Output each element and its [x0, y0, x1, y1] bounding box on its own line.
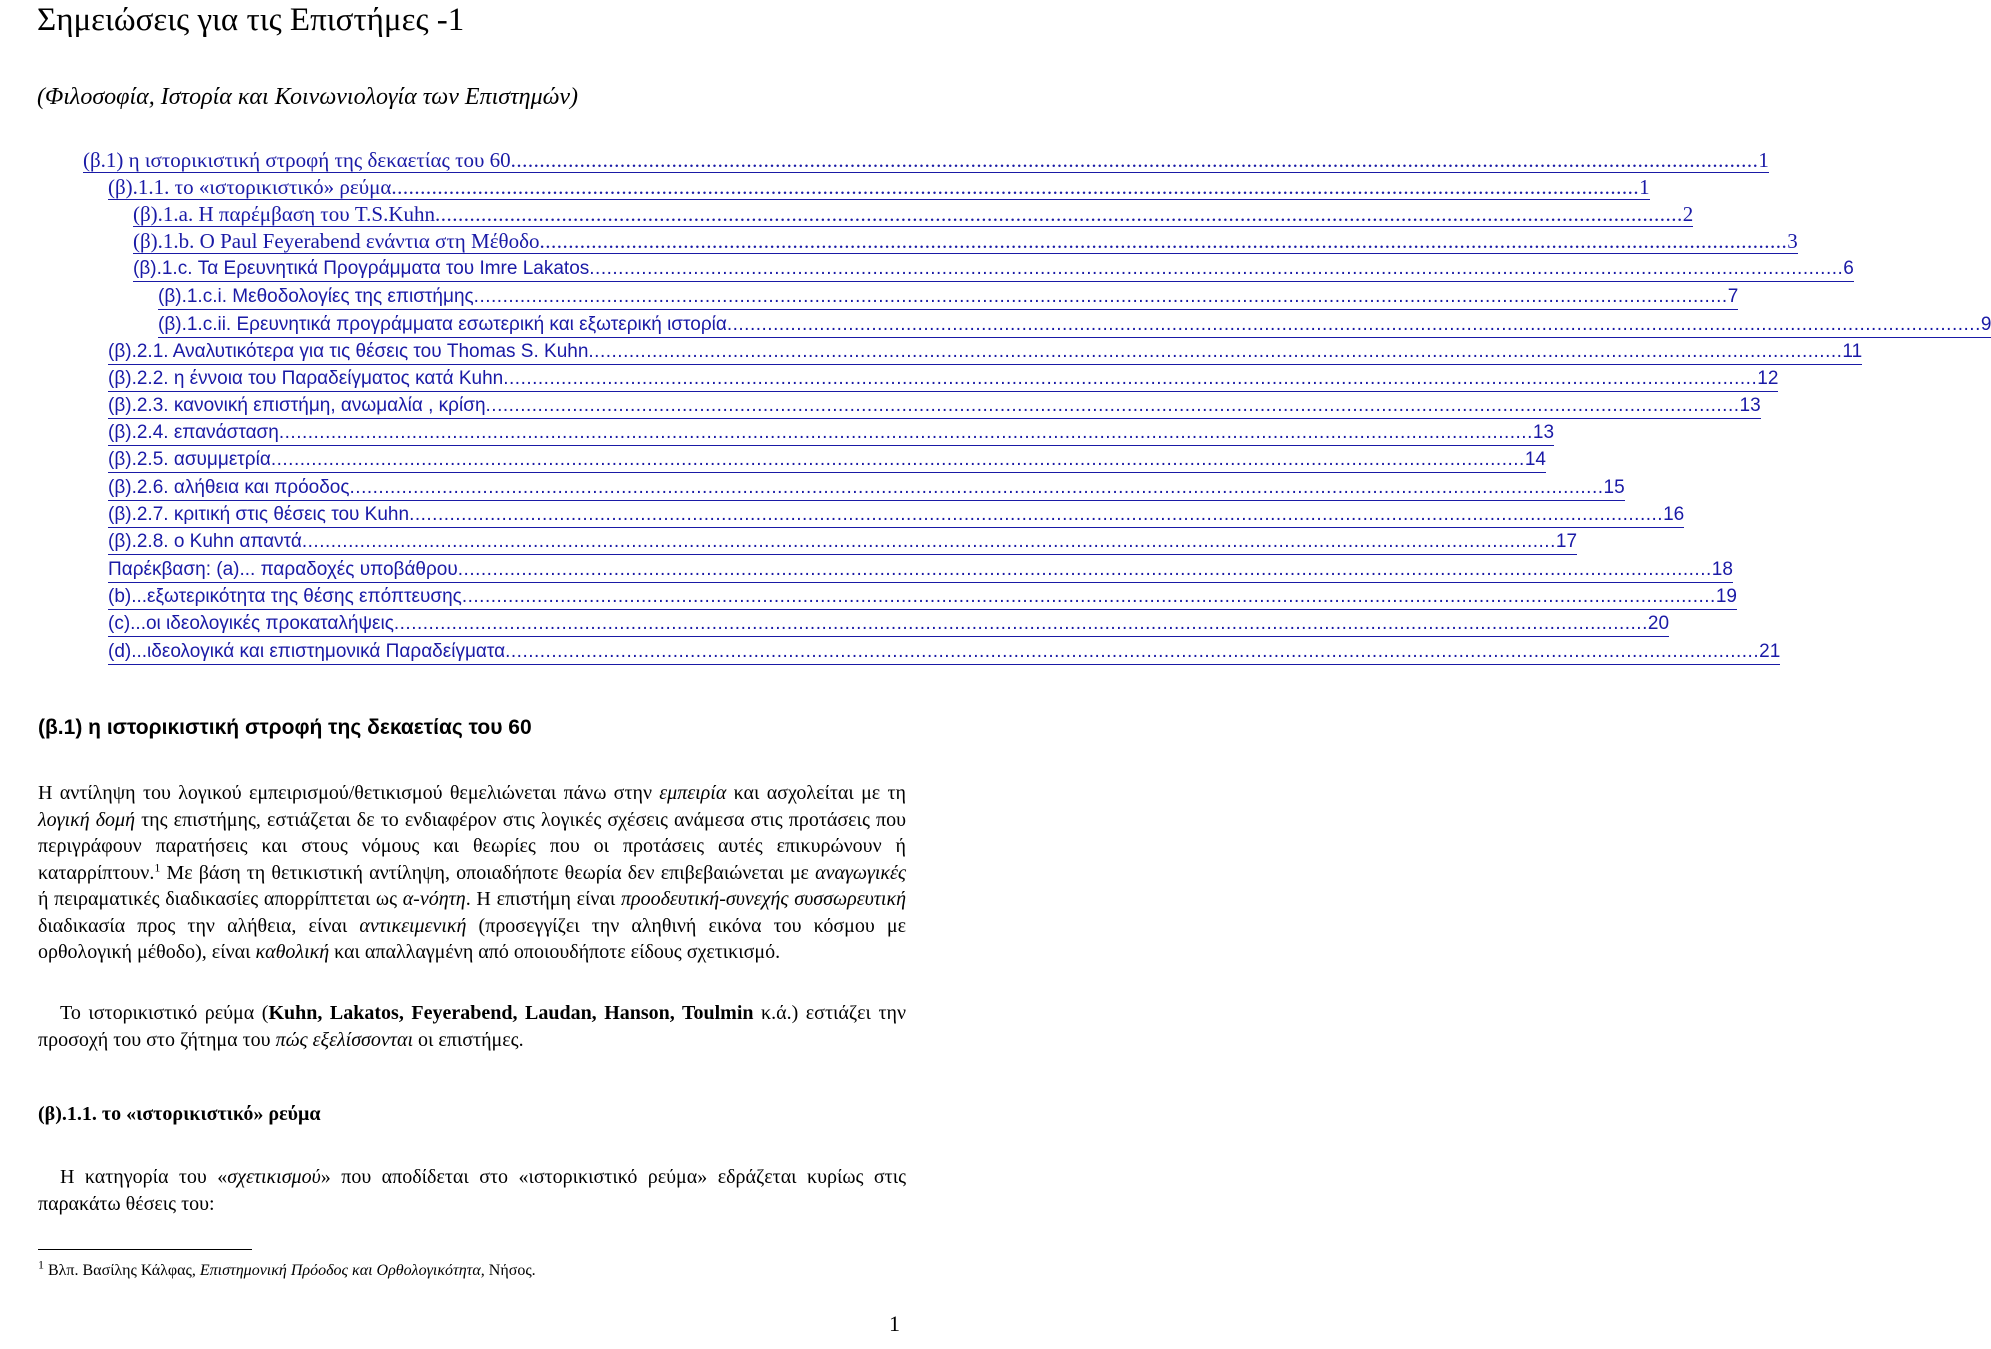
toc-leader [435, 202, 1683, 227]
toc-entry-label: (β).1.a. Η παρέμβαση του T.S.Kuhn [133, 202, 436, 226]
toc-entry-page: 7 [1728, 285, 1739, 310]
text-run: » που αποδίδεται στο «ιστορικιστικό ρεύμα» εδράζεται κυρίως στις παρακάτω θέσεις του: [38, 1166, 906, 1215]
text-run: Η κατηγορία του « [60, 1166, 228, 1188]
text-run: και απαλλαγμένη από οποιουδήποτε είδους σχετικισμό. [329, 941, 781, 963]
text-run: ή πειραματικές διαδικασίες απορρίπτεται ως [38, 888, 403, 910]
toc-entry-page: 1 [1639, 175, 1650, 199]
toc-entry-page: 14 [1525, 448, 1546, 473]
toc-entry[interactable] [108, 340, 1863, 368]
body-paragraph [38, 780, 906, 966]
toc-entry[interactable] [108, 394, 1761, 422]
toc-entry-label: (β).2.7. κριτική στις θέσεις του Kuhn [108, 503, 409, 528]
toc-leader [589, 257, 1843, 282]
toc-entry-page: 21 [1759, 640, 1780, 665]
toc-entry-label: Παρέκβαση: (a)... παραδοχές υποβάθρου [108, 558, 458, 583]
italic-term: Επιστημονική Πρόοδος και Ορθολογικότητα, [199, 1262, 485, 1279]
toc-entry-label: (c)...οι ιδεολογικές προκαταλήψεις [108, 612, 394, 637]
italic-term: λογική δομή [38, 808, 135, 831]
italic-term: καθολική [255, 941, 330, 963]
toc-entry-page: 19 [1716, 585, 1737, 610]
toc-entry-page: 15 [1604, 476, 1625, 501]
toc-leader [727, 313, 1981, 338]
toc-entry[interactable] [108, 175, 1650, 203]
toc-entry-label: (β).2.4. επανάσταση [108, 421, 279, 446]
toc-entry-label: (β).2.3. κανονική επιστήμη, ανωμαλία , κρίση [108, 394, 486, 419]
toc-entry[interactable] [158, 285, 1739, 313]
toc-entry-page: 17 [1556, 530, 1577, 555]
toc-entry-label: (β).2.1. Αναλυτικότερα για τις θέσεις του Thomas S. Kuhn [108, 340, 588, 365]
text-run: (προσεγγίζει την αληθινή εικόνα του κόσμου με ορθολογική μέθοδο), είναι [38, 914, 907, 963]
page-number: 1 [889, 1311, 900, 1336]
text-run: Το ιστορικιστικό ρεύμα ( [60, 1002, 269, 1024]
italic-term: αναγωγικές [815, 861, 906, 884]
body-paragraph [38, 1164, 906, 1217]
toc-leader [391, 175, 1639, 200]
toc-entry[interactable] [108, 640, 1781, 668]
toc-entry-page: 9 [1981, 313, 1991, 338]
text-run: οι επιστήμες. [413, 1028, 524, 1051]
toc-entry-page: 3 [1787, 229, 1798, 253]
section-heading: (β.1) η ιστορικιστική στροφή της δεκαετίας του 60 [38, 716, 532, 739]
toc-entry-label: (β).2.2. η έννοια του Παραδείγματος κατά Kuhn [108, 367, 503, 392]
body-paragraph [38, 1000, 906, 1053]
toc-entry[interactable] [133, 257, 1854, 285]
document-subtitle: (Φιλοσοφία, Ιστορία και Κοινωνιολογία των Επιστημών) [37, 84, 579, 110]
toc-entry-label: (β).2.5. ασυμμετρία [108, 448, 271, 473]
toc-entry-page: 18 [1712, 558, 1733, 583]
toc-entry[interactable] [108, 476, 1625, 504]
italic-term: αντικειμενική [359, 914, 467, 937]
text-run: Νήσος. [484, 1262, 536, 1279]
toc-entry-label: (β).1.1. το «ιστορικιστικό» ρεύμα [108, 175, 392, 199]
toc-entry-label: (β).2.8. ο Kuhn απαντά [108, 530, 302, 555]
toc-leader [474, 285, 1728, 310]
toc-entry-label: (β).1.c. Τα Ερευνητικά Προγράμματα του Imre Lakatos [133, 257, 589, 282]
toc-leader [458, 558, 1712, 583]
toc-entry-page: 20 [1648, 612, 1669, 637]
toc-entry-page: 12 [1757, 367, 1778, 392]
toc-entry-label: (β).1.c.ii. Ερευνητικά προγράμματα εσωτερική και εξωτερική ιστορία [158, 313, 727, 338]
toc-leader [511, 148, 1759, 173]
toc-entry-page: 13 [1740, 394, 1761, 419]
toc-entry[interactable] [158, 313, 1991, 341]
subsection-heading: (β).1.1. το «ιστορικιστικό» ρεύμα [38, 1103, 321, 1125]
toc-entry-page: 2 [1682, 202, 1694, 226]
italic-term: εμπειρία [659, 782, 727, 804]
text-run: . Η επιστήμη είναι [465, 888, 621, 910]
toc-entry[interactable] [83, 148, 1769, 176]
toc-entry[interactable] [133, 229, 1798, 257]
toc-entry-label: (β).2.6. αλήθεια και πρόοδος [108, 476, 350, 501]
italic-term: α-νόητη [402, 888, 466, 910]
toc-entry[interactable] [108, 503, 1685, 531]
toc-leader [505, 640, 1759, 665]
toc-entry[interactable] [108, 448, 1546, 476]
toc-entry[interactable] [108, 558, 1733, 586]
toc-leader [409, 503, 1663, 528]
toc-leader [279, 421, 1533, 446]
toc-entry-label: (β.1) η ιστορικιστική στροφή της δεκαετίας του 60 [83, 148, 511, 172]
toc-entry-label: (b)...εξωτερικότητα της θέσης επόπτευσης [108, 585, 462, 610]
italic-term: πώς εξελίσσονται [275, 1028, 414, 1051]
text-run: Η αντίληψη του λογικού εμπειρισμού/θετικισμού θεμελιώνεται πάνω στην [38, 782, 660, 804]
toc-leader [271, 448, 1525, 473]
toc-entry-page: 16 [1663, 503, 1684, 528]
toc-entry-page: 13 [1533, 421, 1554, 446]
toc-entry[interactable] [108, 612, 1670, 640]
toc-entry[interactable] [108, 367, 1779, 395]
text-run: Βλπ. Βασίλης Κάλφας, [44, 1262, 200, 1279]
toc-entry[interactable] [133, 202, 1694, 230]
text-run: Με βάση τη θετικιστική αντίληψη, οποιαδήποτε θεωρία δεν επιβεβαιώνεται με [160, 861, 816, 884]
toc-leader [486, 394, 1740, 419]
toc-leader [394, 612, 1648, 637]
toc-entry-page: 6 [1843, 257, 1854, 282]
italic-term: σχετικισμού [227, 1166, 321, 1188]
footnote-number: 1 [38, 1257, 44, 1272]
text-run: της επιστήμης, εστιάζεται δε το ενδιαφέρον στις λογικές σχέσεις ανάμεσα στις προτάσεις που περιγράφουν παρατήσεις και στους νόμους και θεωρίες που οι προτάσεις αυτές επικυρώνουν ή καταρρίπτουν. [38, 808, 906, 884]
toc-leader [539, 229, 1787, 254]
toc-entry-label: (β).1.b. Ο Paul Feyerabend ενάντια στη Μέθοδο [133, 229, 540, 253]
toc-leader [503, 367, 1757, 392]
toc-entry-page: 11 [1842, 340, 1862, 365]
footnote-divider [38, 1249, 252, 1250]
footnote [38, 1257, 536, 1280]
toc-entry-page: 1 [1758, 148, 1769, 172]
toc-entry[interactable] [108, 421, 1555, 449]
toc-leader [588, 340, 1842, 365]
toc-entry[interactable] [108, 530, 1578, 558]
document-title: Σημειώσεις για τις Επιστήμες -1 [37, 2, 465, 38]
italic-term: προοδευτική-συνεχής συσσωρευτική [621, 888, 906, 910]
toc-leader [350, 476, 1604, 501]
bold-names: Kuhn, Lakatos, Feyerabend, Laudan, Hanson, Toulmin [268, 1002, 754, 1024]
text-run: διαδικασία προς την αλήθεια, είναι [38, 914, 360, 937]
toc-entry-label: (d)...ιδεολογικά και επιστημονικά Παραδείγματα [108, 640, 505, 665]
footnote-reference[interactable]: 1 [154, 859, 161, 874]
toc-leader [462, 585, 1716, 610]
text-run: και ασχολείται με τη [726, 782, 906, 804]
toc-entry-label: (β).1.c.i. Μεθοδολογίες της επιστήμης [158, 285, 474, 310]
toc-entry[interactable] [108, 585, 1737, 613]
toc-leader [302, 530, 1556, 555]
text-run: κ.ά.) εστιάζει την προσοχή του στο ζήτημα του [38, 1002, 906, 1051]
